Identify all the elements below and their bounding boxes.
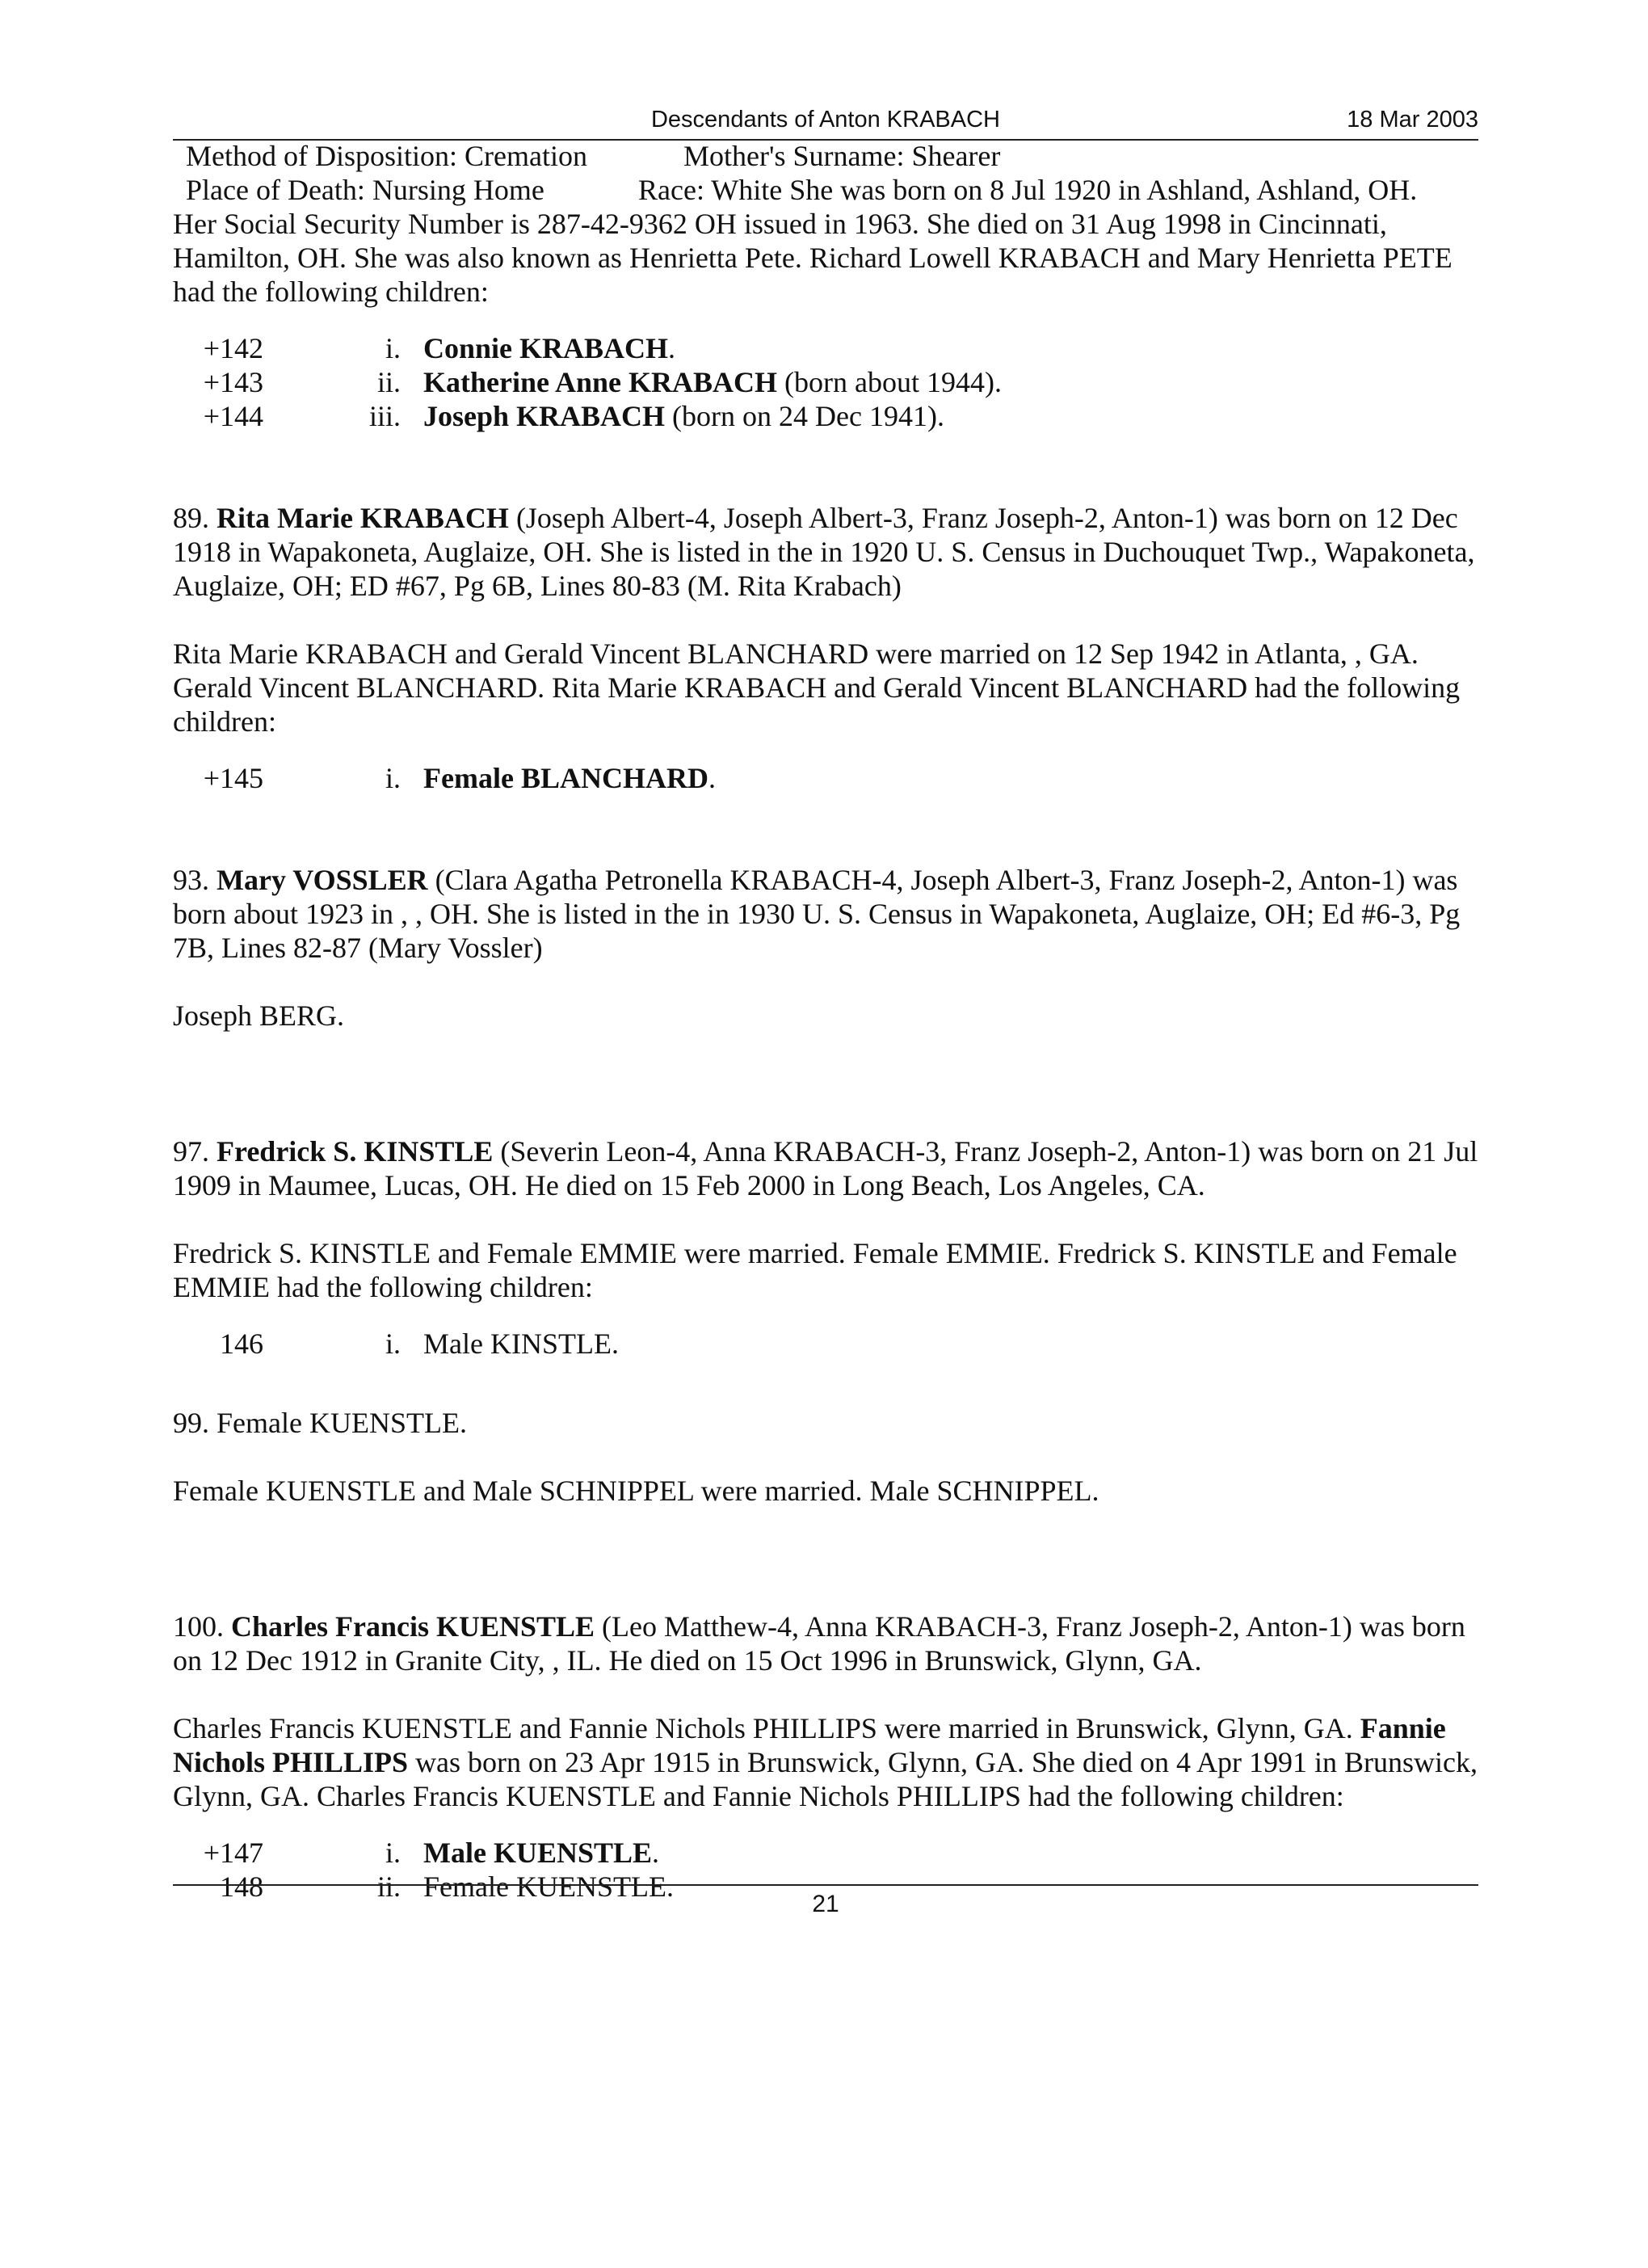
entry-100 — [173, 1609, 1490, 1677]
child-extra: . — [708, 762, 716, 794]
child-extra: (born on 24 Dec 1941). — [665, 400, 944, 432]
child-row — [173, 761, 1490, 795]
child-name: Female BLANCHARD — [423, 762, 708, 794]
child-roman: iii. — [368, 400, 401, 432]
child-row — [173, 1836, 1490, 1870]
entry-100-marriage — [173, 1711, 1490, 1813]
child-name: Male KUENSTLE — [423, 1837, 653, 1869]
child-roman: i. — [385, 1328, 401, 1360]
child-number: +143 — [203, 366, 263, 398]
entry-93 — [173, 863, 1490, 965]
children-list — [173, 1327, 1490, 1361]
entry-text: (Joseph Albert-4, Joseph Albert-3, Franz Joseph-2, Anton-1) was born on 12 Dec 1918 in Wapakoneta, Auglaize, OH. She is listed in the in 1920 U. S. Census in Duchouquet Twp., Wapakoneta, Auglaize, OH; ED #67, Pg 6B, Lines 80-83 (M. Rita Krabach) — [173, 502, 1475, 602]
header-date: 18 Mar 2003 — [1347, 107, 1478, 133]
spouse-name: Fannie Nichols PHILLIPS — [173, 1712, 1446, 1778]
entry-number: 99. — [173, 1407, 209, 1439]
henrietta-paragraph: Her Social Security Number is 287-42-9362 OH issued in 1963. She died on 31 Aug 1998 in Cincinnati, Hamilton, OH. She was also known as Henrietta Pete. Richard Lowell KRABACH and Mary Henrietta PETE had the following children: — [173, 208, 1453, 308]
child-row — [173, 365, 1490, 399]
page-content — [173, 139, 1490, 1904]
race-birth: Race: White She was born on 8 Jul 1920 in Ashland, Ashland, OH. — [638, 174, 1418, 206]
entry-text: Female KUENSTLE. — [209, 1407, 467, 1439]
child-roman: i. — [385, 762, 401, 794]
entry-number: 97. — [173, 1135, 209, 1168]
child-name: Katherine Anne KRABACH — [423, 366, 778, 398]
entry-name: Charles Francis KUENSTLE — [231, 1610, 595, 1643]
entry-name: Fredrick S. KINSTLE — [217, 1135, 494, 1168]
child-number: +144 — [203, 400, 263, 432]
entry-93-spouse: Joseph BERG. — [173, 999, 345, 1032]
child-name: Female KUENSTLE. — [423, 1870, 674, 1903]
entry-89-marriage: Rita Marie KRABACH and Gerald Vincent BLANCHARD were married on 12 Sep 1942 in Atlanta, , GA. Gerald Vincent BLANCHARD. Rita Marie KRABACH and Gerald Vincent BLANCHARD had the following children: — [173, 637, 1461, 738]
child-roman: i. — [385, 1837, 401, 1869]
spouse-text: was born on 23 Apr 1915 in Brunswick, Glynn, GA. She died on 4 Apr 1991 in Brunswick, Glynn, GA. Charles Francis KUENSTLE and Fannie Nichols PHILLIPS had the following children: — [173, 1746, 1478, 1812]
entry-name: Mary VOSSLER — [217, 864, 428, 896]
header-title: Descendants of Anton KRABACH — [650, 107, 1000, 133]
method-of-disposition: Method of Disposition: Cremation — [186, 140, 587, 172]
footer-rule — [173, 1884, 1478, 1886]
child-extra: (born about 1944). — [777, 366, 1002, 398]
children-list — [173, 331, 1490, 433]
entry-number: 93. — [173, 864, 209, 896]
child-row — [173, 399, 1490, 433]
place-of-death: Place of Death: Nursing Home — [186, 174, 544, 206]
child-roman: ii. — [376, 366, 401, 398]
entry-number: 100. — [173, 1610, 224, 1643]
child-number: 146 — [220, 1328, 263, 1360]
entry-89 — [173, 501, 1490, 603]
child-roman: ii. — [376, 1870, 401, 1903]
child-roman: i. — [385, 332, 401, 364]
child-number: +142 — [203, 332, 263, 364]
child-name: Joseph KRABACH — [423, 400, 666, 432]
child-extra: . — [668, 332, 676, 364]
entry-99 — [173, 1406, 1490, 1440]
page-number: 21 — [812, 1891, 839, 1917]
child-number: 148 — [220, 1870, 263, 1903]
page-header — [173, 103, 1478, 141]
child-row — [173, 1327, 1490, 1361]
entry-text: (Clara Agatha Petronella KRABACH-4, Joseph Albert-3, Franz Joseph-2, Anton-1) was born about 1923 in , , OH. She is listed in the in 1930 U. S. Census in Wapakoneta, Auglaize, OH; Ed #6-3, Pg 7B, Lines 82-87 (Mary Vossler) — [173, 864, 1461, 964]
child-extra: . — [652, 1837, 660, 1869]
mothers-surname: Mother's Surname: Shearer — [683, 140, 1001, 172]
entry-number: 89. — [173, 502, 209, 534]
child-number: +145 — [203, 762, 263, 794]
entry-text: (Severin Leon-4, Anna KRABACH-3, Franz Joseph-2, Anton-1) was born on 21 Jul 1909 in Maumee, Lucas, OH. He died on 15 Feb 2000 in Long Beach, Los Angeles, CA. — [173, 1135, 1478, 1201]
marriage-text: Charles Francis KUENSTLE and Fannie Nichols PHILLIPS were married in Brunswick, Glynn, GA. — [173, 1712, 1353, 1744]
entry-name: Rita Marie KRABACH — [217, 502, 509, 534]
entry-97-marriage: Fredrick S. KINSTLE and Female EMMIE were married. Female EMMIE. Fredrick S. KINSTLE and Female EMMIE had the following children: — [173, 1237, 1457, 1303]
entry-text: (Leo Matthew-4, Anna KRABACH-3, Franz Joseph-2, Anton-1) was born on 12 Dec 1912 in Granite City, , IL. He died on 15 Oct 1996 in Brunswick, Glynn, GA. — [173, 1610, 1465, 1677]
child-row — [173, 331, 1490, 365]
entry-99-marriage: Female KUENSTLE and Male SCHNIPPEL were married. Male SCHNIPPEL. — [173, 1475, 1099, 1507]
children-list — [173, 761, 1490, 795]
disposition-block — [173, 139, 1490, 207]
child-number: +147 — [203, 1837, 263, 1869]
entry-97 — [173, 1134, 1490, 1202]
child-name: Male KINSTLE. — [423, 1328, 619, 1360]
child-name: Connie KRABACH — [423, 332, 669, 364]
